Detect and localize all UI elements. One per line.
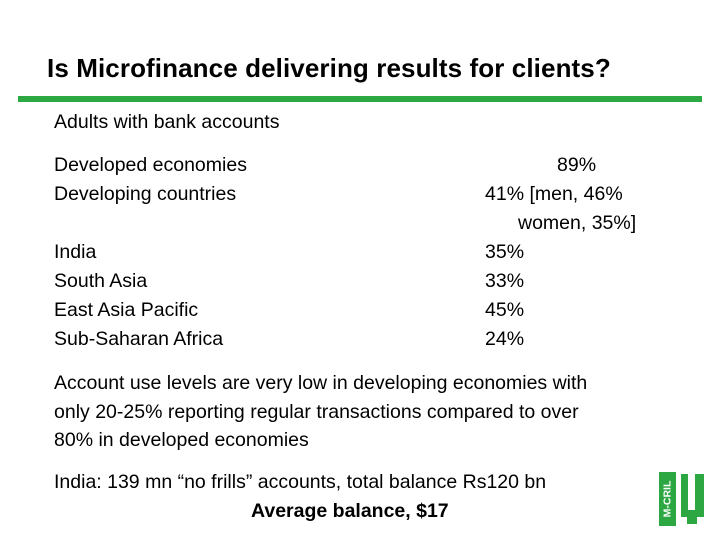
- row-value-developed: 89%: [557, 154, 597, 176]
- row-label-east-asia-pacific: East Asia Pacific: [54, 299, 199, 321]
- row-value-south-asia: 33%: [485, 270, 525, 292]
- title-divider: [18, 96, 702, 102]
- slide-title: Is Microfinance delivering results for clients?: [47, 53, 611, 83]
- row-label-sub-saharan-africa: Sub-Saharan Africa: [54, 328, 224, 350]
- row-value-developing-women: women, 35%]: [518, 212, 637, 234]
- paragraph-line: Account use levels are very low in developing economies with: [54, 372, 588, 394]
- row-value-developing: 41% [men, 46%: [485, 183, 623, 205]
- row-value-india: 35%: [485, 241, 525, 263]
- average-balance: Average balance, $17: [251, 500, 449, 522]
- logo-text: M-CRIL: [661, 480, 674, 518]
- row-label-india: India: [54, 241, 97, 263]
- paragraph-line: 80% in developed economies: [54, 429, 309, 451]
- row-value-sub-saharan-africa: 24%: [485, 328, 525, 350]
- mcril-logo: [657, 470, 709, 528]
- row-value-east-asia-pacific: 45%: [485, 299, 525, 321]
- paragraph-line: only 20-25% reporting regular transactions compared to over: [54, 400, 579, 423]
- row-label-developing: Developing countries: [54, 183, 237, 205]
- subheading: Adults with bank accounts: [54, 111, 280, 133]
- india-note: India: 139 mn “no frills” accounts, total balance Rs120 bn: [54, 471, 547, 493]
- account-use-paragraph: [54, 369, 674, 455]
- row-label-south-asia: South Asia: [54, 270, 148, 292]
- row-label-developed: Developed economies: [54, 154, 247, 176]
